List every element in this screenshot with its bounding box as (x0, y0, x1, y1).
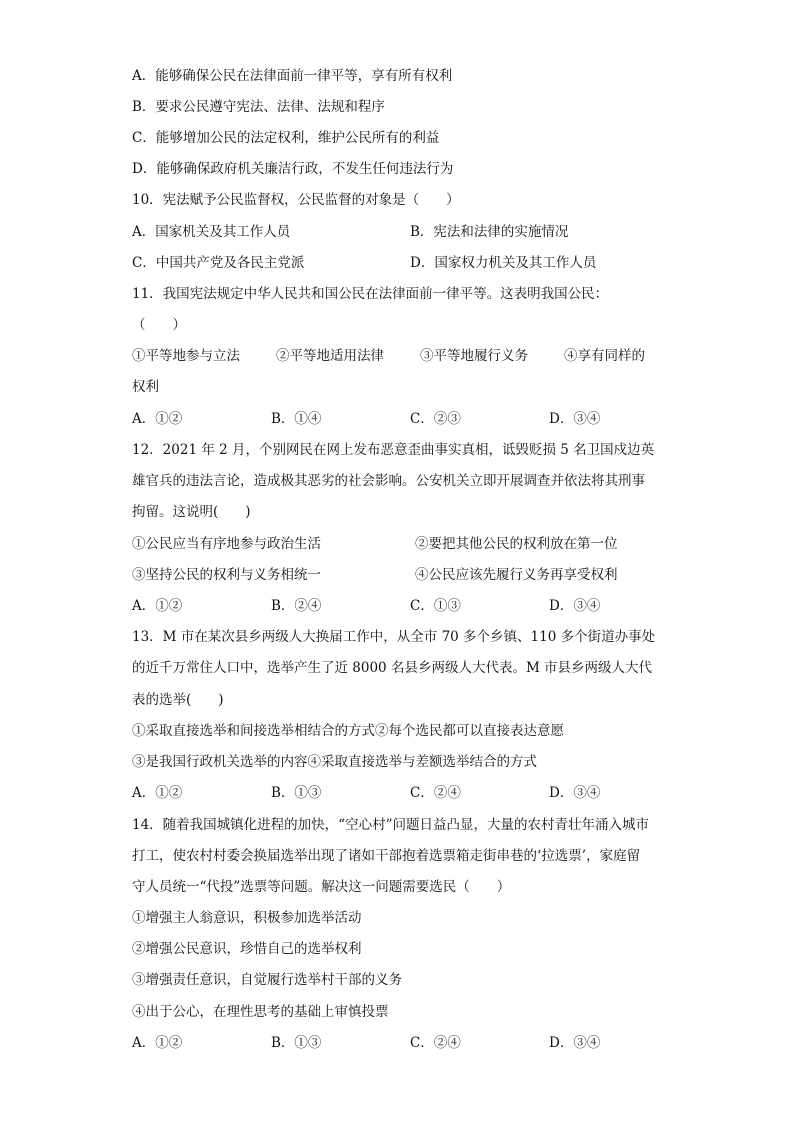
q11-item-3: ③平等地履行义务 (420, 348, 528, 364)
q13-items-3-4: ③是我国行政机关选举的内容④采取直接选举与差额选举结合的方式 (132, 754, 537, 770)
q11-item-4-cont: 权利 (132, 379, 159, 395)
q10-option-a: A．国家机关及其工作人员 (132, 224, 291, 240)
q11-option-d: D．③④ (549, 411, 601, 427)
q13-stem-line2: 的近千万常住人口中，选举产生了近 8000 名县乡两级人大代表。M 市县乡两级人大代 (132, 660, 653, 676)
q13-stem-line3: 表的选举( ) (132, 692, 224, 708)
q14-option-a: A．①② (132, 1035, 183, 1051)
q9-option-b: B．要求公民遵守宪法、法律、法规和程序 (132, 99, 385, 115)
q14-item-1: ①增强主人翁意识，积极参加选举活动 (132, 910, 362, 926)
q12-item-1: ①公民应当有序地参与政治生活 (132, 536, 321, 552)
q12-option-a: A．①② (132, 598, 183, 614)
q12-item-4: ④公民应该先履行义务再享受权利 (415, 567, 618, 583)
q12-stem-line3: 拘留。这说明( ) (132, 504, 251, 520)
q12-option-d: D．③④ (549, 598, 601, 614)
q12-item-3: ③坚持公民的权利与义务相统一 (132, 567, 321, 583)
q14-stem-line1: 14．随着我国城镇化进程的加快，“空心村”问题日益凸显，大量的农村青壮年涌入城市 (132, 817, 649, 833)
q11-stem-line1: 11．我国宪法规定中华人民共和国公民在法律面前一律平等。这表明我国公民： (132, 286, 609, 302)
q11-item-4: ④享有同样的 (564, 348, 645, 364)
q14-stem-line2: 打工，使农村村委会换届选举出现了诸如干部抱着选票箱走街串巷的‘拉选票’，家庭留 (132, 848, 641, 864)
q10-option-d: D．国家权力机关及其工作人员 (410, 255, 597, 271)
q14-item-3: ③增强责任意识，自觉履行选举村干部的义务 (132, 972, 402, 988)
q13-stem-line1: 13．M 市在某次县乡两级人大换届工作中，从全市 70 多个乡镇、110 多个街道办事处 (132, 629, 656, 645)
q12-option-b: B．②④ (271, 598, 322, 614)
q11-option-a: A．①② (132, 411, 183, 427)
q13-option-d: D．③④ (549, 785, 601, 801)
q14-item-2: ②增强公民意识，珍惜自己的选举权利 (132, 941, 362, 957)
q13-option-b: B．①③ (271, 785, 322, 801)
q10-option-c: C．中国共产党及各民主党派 (132, 255, 305, 271)
q11-option-b: B．①④ (271, 411, 322, 427)
q14-option-b: B．①③ (271, 1035, 322, 1051)
q12-item-2: ②要把其他公民的权利放在第一位 (415, 536, 618, 552)
q11-stem-line2: （ ） (132, 317, 186, 333)
q10-option-b: B．宪法和法律的实施情况 (410, 224, 569, 240)
q12-stem-line2: 雄官兵的违法言论，造成极其恶劣的社会影响。公安机关立即开展调查并依法将其刑事 (132, 473, 645, 489)
q14-option-c: C．②④ (410, 1035, 461, 1051)
q12-option-c: C．①③ (410, 598, 461, 614)
q12-stem-line1: 12．2021 年 2 月，个别网民在网上发布恶意歪曲事实真相，诋毁贬损 5 名卫国戍边英 (132, 442, 655, 458)
q9-option-d: D．能够确保政府机关廉洁行政，不发生任何违法行为 (132, 161, 454, 177)
q13-option-a: A．①② (132, 785, 183, 801)
q14-stem-line3: 守人员统一“代投”选票等问题。解决这一问题需要选民（ ） (132, 879, 511, 895)
q9-option-a: A．能够确保公民在法律面前一律平等，享有所有权利 (132, 68, 453, 84)
q10-stem: 10．宪法赋予公民监督权，公民监督的对象是（ ） (132, 192, 460, 208)
q13-option-c: C．②④ (410, 785, 461, 801)
q11-item-2: ②平等地适用法律 (276, 348, 384, 364)
q11-option-c: C．②③ (410, 411, 461, 427)
q14-option-d: D．③④ (549, 1035, 601, 1051)
q9-option-c: C．能够增加公民的法定权利，维护公民所有的利益 (132, 130, 440, 146)
q14-item-4: ④出于公心，在理性思考的基础上审慎投票 (132, 1004, 389, 1020)
q13-items-1-2: ①采取直接选举和间接选举相结合的方式②每个选民都可以直接表达意愿 (132, 723, 564, 739)
q11-item-1: ①平等地参与立法 (132, 348, 240, 364)
